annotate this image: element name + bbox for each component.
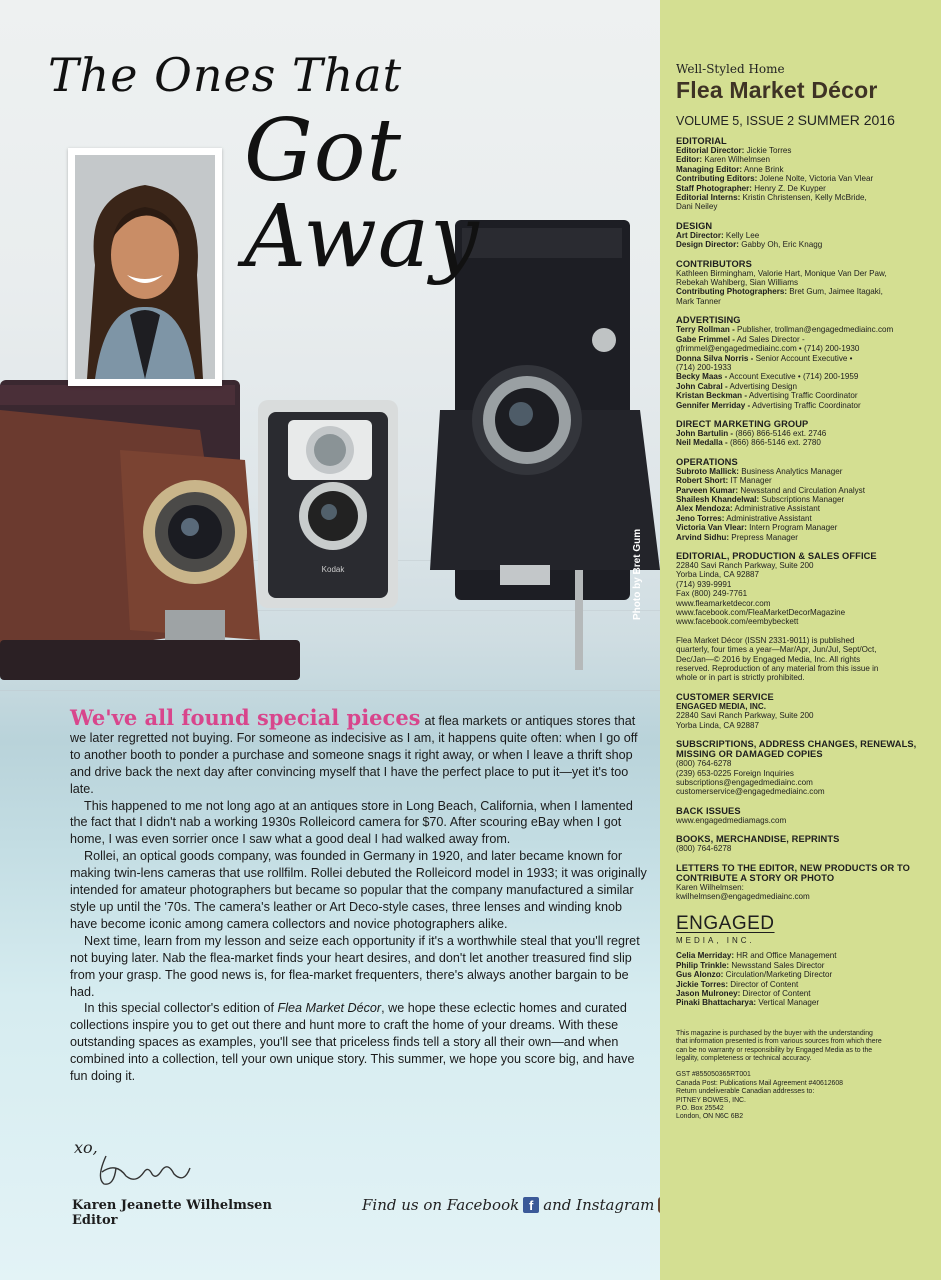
section-line: Victoria Van Vlear: Intern Program Manager <box>676 523 838 533</box>
section-line: Donna Silva Norris - Senior Account Executive • <box>676 353 853 363</box>
section-line: Gabe Frimmel - Ad Sales Director - <box>676 334 805 344</box>
social-links <box>362 1196 684 1214</box>
section-line: (714) 939-9991 <box>676 579 732 589</box>
section-line: Staff Photographer: Henry Z. De Kuyper <box>676 183 826 193</box>
disclaimer-line: legality, completeness or technical accuracy. <box>676 1055 812 1062</box>
postal-line: P.O. Box 25542 <box>676 1105 724 1113</box>
management-line: Gus Alonzo: Circulation/Marketing Director <box>676 970 833 980</box>
postal-info <box>676 1071 934 1121</box>
section-heading: SUBSCRIPTIONS, ADDRESS CHANGES, RENEWALS, MISSING OR DAMAGED COPIES <box>676 739 917 760</box>
section-line: Neil Medalla - (866) 866-5146 ext. 2780 <box>676 438 821 448</box>
section-line: Robert Short: IT Manager <box>676 476 772 486</box>
postal-line: PITNEY BOWES, INC. <box>676 1096 746 1104</box>
masthead-section <box>676 551 934 627</box>
masthead-section <box>676 259 934 307</box>
postal-line: Canada Post: Publications Mail Agreement #40612608 <box>676 1079 844 1087</box>
section-line: 22840 Savi Ranch Parkway, Suite 200 <box>676 561 814 570</box>
management-line: Pinaki Bhattacharya: Vertical Manager <box>676 998 820 1008</box>
signature <box>96 1148 196 1192</box>
section-line: Karen Wilhelmsen: <box>676 882 744 892</box>
section-line: Yorba Linda, CA 92887 <box>676 720 759 730</box>
masthead-section <box>676 136 934 212</box>
section-heading: OPERATIONS <box>676 456 738 467</box>
headline-line-2: Got Away <box>244 101 480 287</box>
section-line: www.facebook.com/FleaMarketDecorMagazine <box>676 608 846 618</box>
section-line: Yorba Linda, CA 92887 <box>676 570 759 580</box>
section-line: gfrimmel@engagedmediainc.com • (714) 200-1930 <box>676 344 860 354</box>
paragraph-1 <box>70 705 648 798</box>
section-line: John Cabral - Advertising Design <box>676 381 798 391</box>
volume: VOLUME 5, ISSUE 2 <box>676 114 795 128</box>
masthead-column <box>660 0 941 1280</box>
paragraph-4: Next time, learn from my lesson and seize each opportunity if it's a worthwhile steal that you'll regret not buying later. Nab the flea-market finds your heart desires, and don't let another treasured find slip from your grasp. The good news is, for flea-market frequenters, there's always another bargain to be had. <box>70 933 640 999</box>
section-line: Jeno Torres: Administrative Assistant <box>676 513 812 523</box>
section-line: reserved. Reproduction of any material from this issue in <box>676 664 879 674</box>
paragraph-3: Rollei, an optical goods company, was founded in Germany in 1920, and later became known for making twin-lens cameras that use rollfilm. Rollei debuted the Rolleicord model in 1933; it was originally intended for amateur photographers but became so popular that the company manufactured a similar style up until the '70s. The camera's leather or Art Deco-style cases, three lenses and winding knob have become iconic among camera collectors and novice photographers alike. <box>70 849 647 931</box>
masthead-section <box>676 739 934 797</box>
section-line: Editorial Interns: Kristin Christensen, Kelly McBride, <box>676 193 867 203</box>
section-line: Contributing Editors: Jolene Nolte, Victoria Van Vlear <box>676 174 874 184</box>
kodak-box-camera <box>258 400 398 608</box>
masthead-section <box>676 221 934 250</box>
social-text-instagram: and Instagram <box>543 1196 655 1214</box>
editor-signature-block <box>72 1198 272 1228</box>
section-line: Dec/Jan—© 2016 by Engaged Media, Inc. All rights <box>676 654 861 664</box>
management-line: Jason Mulroney: Director of Content <box>676 988 811 998</box>
folding-camera-right <box>430 220 660 670</box>
section-line: Contributing Photographers: Bret Gum, Jaimee Itagaki, <box>676 287 883 297</box>
section-line: customerservice@engagedmediainc.com <box>676 787 825 797</box>
section-heading: EDITORIAL <box>676 136 727 146</box>
paragraph-2: This happened to me not long ago at an antiques store in Long Beach, California, when I lamented the fact that I didn't nab a working 1930s Rolleicord camera for $70. After scouring eBay when I got home, I was even sorrier once I saw what a good deal I had walked away from. <box>70 798 633 847</box>
masthead-content <box>676 62 934 1122</box>
engaged-media-logo <box>676 913 934 945</box>
social-text-facebook: Find us on Facebook <box>362 1196 520 1214</box>
editor-portrait <box>68 148 222 386</box>
photo-credit: Photo by Bret Gum <box>632 528 643 620</box>
issue-info <box>676 112 934 128</box>
editor-title: Editor <box>72 1213 118 1228</box>
section-heading: DIRECT MARKETING GROUP <box>676 418 809 429</box>
masthead-section <box>676 863 934 902</box>
section-line: subscriptions@engagedmediainc.com <box>676 777 813 787</box>
masthead-section <box>676 315 934 410</box>
masthead-kicker: Well-Styled Home <box>676 62 785 76</box>
masthead-title: Flea Market Décor <box>676 77 878 103</box>
section-heading: ADVERTISING <box>676 315 741 326</box>
editor-letter <box>70 705 648 1085</box>
editor-photo <box>75 155 215 379</box>
headline-line-1: The Ones That <box>48 48 403 102</box>
management-line: Jickie Torres: Director of Content <box>676 979 799 989</box>
section-line: John Bartulin - (866) 866-5146 ext. 2746 <box>676 428 827 438</box>
section-line: quarterly, four times a year—Mar/Apr, Jun/Jul, Sept/Oct, <box>676 645 877 655</box>
section-line: Kathleen Birmingham, Valorie Hart, Monique Van Der Paw, <box>676 268 887 278</box>
section-line: (239) 653-0225 Foreign Inquiries <box>676 768 794 778</box>
logo-sub: MEDIA, INC. <box>676 936 755 946</box>
masthead-section <box>676 692 934 730</box>
disclaimer-line: can be no warranty or responsibility by Engaged Media as to the <box>676 1046 873 1054</box>
section-line: (800) 764-6278 <box>676 844 732 854</box>
section-line: 22840 Savi Ranch Parkway, Suite 200 <box>676 711 814 721</box>
section-line: Alex Mendoza: Administrative Assistant <box>676 504 820 514</box>
section-heading: BOOKS, MERCHANDISE, REPRINTS <box>676 834 840 845</box>
section-line: Rebekah Wahlberg, Sian Williams <box>676 278 799 288</box>
section-line: ENGAGED MEDIA, INC. <box>676 701 766 711</box>
folding-camera-left <box>0 380 300 680</box>
section-line: Art Director: Kelly Lee <box>676 230 760 240</box>
postal-line: Return undeliverable Canadian addresses to: <box>676 1088 815 1096</box>
section-line: Shailesh Khandelwal: Subscriptions Manager <box>676 494 845 504</box>
section-line: Arvind Sidhu: Prepress Manager <box>676 532 798 542</box>
section-line: Editorial Director: Jickie Torres <box>676 146 792 155</box>
section-heading: DESIGN <box>676 220 713 231</box>
editor-name: Karen Jeanette Wilhelmsen <box>72 1198 272 1213</box>
section-line: kwilhelmsen@engagedmediainc.com <box>676 891 810 901</box>
facebook-icon[interactable]: f <box>523 1197 539 1213</box>
section-line: Parveen Kumar: Newsstand and Circulation Analyst <box>676 485 865 495</box>
section-line: Design Director: Gabby Oh, Eric Knagg <box>676 240 823 250</box>
section-line: Fax (800) 249-7761 <box>676 589 748 599</box>
logo-main: ENGAGED <box>676 913 775 935</box>
masthead-section <box>676 806 934 825</box>
section-line: Editor: Karen Wilhelmsen <box>676 155 771 165</box>
season: SUMMER 2016 <box>797 112 895 128</box>
section-line: (714) 200-1933 <box>676 362 732 372</box>
disclaimer <box>676 1030 934 1064</box>
masthead-section <box>676 834 934 853</box>
section-heading: CONTRIBUTORS <box>676 258 752 269</box>
masthead-section <box>676 636 934 683</box>
section-heading: LETTERS TO THE EDITOR, NEW PRODUCTS OR TO CONTRIBUTE A STORY OR PHOTO <box>676 862 910 883</box>
section-line: Subroto Mallick: Business Analytics Manager <box>676 466 843 476</box>
section-line: www.facebook.com/eembybeckett <box>676 617 799 627</box>
section-line: Kristan Beckman - Advertising Traffic Coordinator <box>676 391 858 401</box>
section-line: Managing Editor: Anne Brink <box>676 164 784 174</box>
disclaimer-line: This magazine is purchased by the buyer with the understanding <box>676 1029 873 1037</box>
section-line: Terry Rollman - Publisher, trollman@engagedmediainc.com <box>676 325 894 335</box>
section-heading: BACK ISSUES <box>676 805 741 816</box>
postal-line: GST #855050365RT001 <box>676 1071 751 1079</box>
masthead-section <box>676 457 934 542</box>
disclaimer-line: that information presented is from various sources from which there <box>676 1038 882 1046</box>
svg-text:Kodak: Kodak <box>321 565 345 574</box>
masthead-sections <box>676 136 934 901</box>
postal-line: London, ON N6C 6B2 <box>676 1113 744 1121</box>
management-list <box>676 951 934 1007</box>
section-line: Mark Tanner <box>676 296 721 306</box>
section-line: Dani Neiley <box>676 202 718 212</box>
section-heading: EDITORIAL, PRODUCTION & SALES OFFICE <box>676 551 877 561</box>
section-heading: CUSTOMER SERVICE <box>676 691 774 702</box>
section-line: whole or in part is strictly prohibited. <box>676 673 805 683</box>
signoff: xo, <box>74 1138 98 1157</box>
section-line: www.fleamarketdecor.com <box>676 598 771 608</box>
lead-in: We've all found special pieces <box>70 705 421 730</box>
section-line: Flea Market Décor (ISSN 2331-9011) is published <box>676 635 855 645</box>
section-line: www.engagedmediamags.com <box>676 815 787 825</box>
section-line: Gennifer Merriday - Advertising Traffic Coordinator <box>676 400 861 410</box>
masthead-section <box>676 419 934 448</box>
section-line: (800) 764-6278 <box>676 759 732 769</box>
management-line: Celia Merriday: HR and Office Management <box>676 951 837 961</box>
section-line: Becky Maas - Account Executive • (714) 200-1959 <box>676 372 859 382</box>
paragraph-5: In this special collector's edition of Flea Market Décor, we hope these eclectic homes and curated collections inspire you to get out there and hunt more to craft the home of your dreams. With these outstanding spaces as examples, you'll see that priceless finds tell a story all their own—and when combined into a collection, tell your own unique story. This summer, we hope you score big, and have fun doing it. <box>70 1001 635 1084</box>
paragraph-1-text: at flea markets or antiques stores that we later regretted not buying. For someone as indecisive as I am, it happens quite often: when I go off to another booth to ponder a purchase and someone snags it right away, or when I leave a thrift shop and drive back the next day after convincing myself that I have the perfect place to put it—yet it's too late. <box>70 714 638 796</box>
management-line: Philip Trinkle: Newsstand Sales Director <box>676 960 825 970</box>
